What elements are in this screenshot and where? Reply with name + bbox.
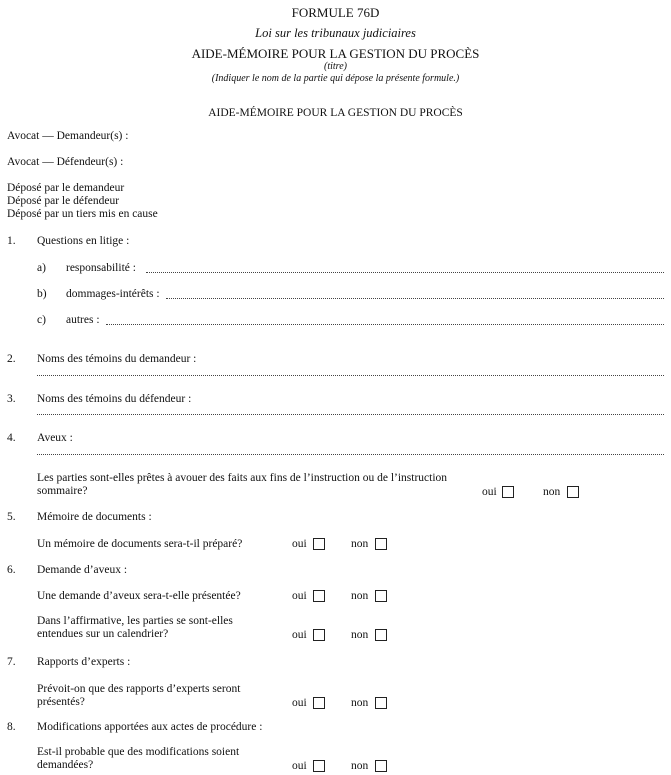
expert-reports-question-line1: Prévoit-on que des rapports d’experts seront [37, 683, 241, 695]
section-4-title: Aveux : [37, 432, 73, 444]
admissions-yes-label: oui [482, 486, 497, 498]
damages-field[interactable] [166, 298, 664, 299]
section-5-number: 5. [7, 511, 16, 523]
document-brief-question: Un mémoire de documents sera-t-il préparé? [37, 538, 243, 550]
section-3-number: 3. [7, 393, 16, 405]
defendant-counsel-label: Avocat — Défendeur(s) : [7, 156, 124, 168]
section-1-title: Questions en litige : [37, 235, 130, 247]
item-a-letter: a) [37, 262, 46, 274]
expert-reports-no-checkbox[interactable] [375, 697, 387, 709]
document-brief-yes-checkbox[interactable] [313, 538, 325, 550]
section-8-title: Modifications apportées aux actes de procédure : [37, 721, 263, 733]
schedule-yes-checkbox[interactable] [313, 629, 325, 641]
admission-request-no-checkbox[interactable] [375, 590, 387, 602]
admissions-question-line1: Les parties sont-elles prêtes à avouer des faits aux fins de l’instruction ou de l’instruction [37, 472, 448, 484]
amendments-yes-label: oui [292, 760, 307, 772]
admissions-field[interactable] [37, 454, 664, 455]
admissions-no-checkbox[interactable] [567, 486, 579, 498]
schedule-no-checkbox[interactable] [375, 629, 387, 641]
amendments-yes-checkbox[interactable] [313, 760, 325, 772]
admission-request-yes-checkbox[interactable] [313, 590, 325, 602]
plaintiff-witnesses-field[interactable] [37, 375, 664, 376]
section-6-title: Demande d’aveux : [37, 564, 128, 576]
filed-by-third-party: Déposé par un tiers mis en cause [7, 208, 158, 220]
amendments-question-line1: Est-il probable que des modifications soient [37, 746, 240, 758]
schedule-question-line2: entendues sur un calendrier? [37, 628, 169, 640]
admission-request-question: Une demande d’aveux sera-t-elle présentée? [37, 590, 241, 602]
section-5-title: Mémoire de documents : [37, 511, 152, 523]
amendments-no-checkbox[interactable] [375, 760, 387, 772]
title-note: (titre) [324, 61, 347, 72]
liability-label: responsabilité : [66, 262, 136, 274]
item-c-letter: c) [37, 314, 46, 326]
document-brief-yes-label: oui [292, 538, 307, 550]
damages-label: dommages-intérêts : [66, 288, 160, 300]
section-6-number: 6. [7, 564, 16, 576]
expert-reports-yes-label: oui [292, 697, 307, 709]
section-2-number: 2. [7, 353, 16, 365]
plaintiff-counsel-label: Avocat — Demandeur(s) : [7, 130, 129, 142]
schedule-no-label: non [351, 629, 369, 641]
expert-reports-yes-checkbox[interactable] [313, 697, 325, 709]
section-2-title: Noms des témoins du demandeur : [37, 353, 197, 365]
section-4-number: 4. [7, 432, 16, 444]
schedule-yes-label: oui [292, 629, 307, 641]
document-title: AIDE-MÉMOIRE POUR LA GESTION DU PROCÈS [191, 46, 480, 61]
other-field[interactable] [106, 324, 664, 325]
admission-request-yes-label: oui [292, 590, 307, 602]
amendments-no-label: non [351, 760, 369, 772]
admission-request-no-label: non [351, 590, 369, 602]
admissions-question-line2: sommaire? [37, 485, 88, 497]
filed-by-plaintiff: Déposé par le demandeur [7, 182, 125, 194]
item-b-letter: b) [37, 288, 47, 300]
expert-reports-question-line2: présentés? [37, 696, 85, 708]
amendments-question-line2: demandées? [37, 759, 94, 771]
party-instruction: (Indiquer le nom de la partie qui dépose la présente formule.) [211, 73, 460, 84]
filed-by-defendant: Déposé par le défendeur [7, 195, 120, 207]
section-7-number: 7. [7, 656, 16, 668]
form-number: FORMULE 76D [291, 5, 380, 20]
section-8-number: 8. [7, 721, 16, 733]
document-brief-no-label: non [351, 538, 369, 550]
defendant-witnesses-field[interactable] [37, 414, 664, 415]
section-3-title: Noms des témoins du défendeur : [37, 393, 192, 405]
section-7-title: Rapports d’experts : [37, 656, 131, 668]
admissions-yes-checkbox[interactable] [502, 486, 514, 498]
schedule-question-line1: Dans l’affirmative, les parties se sont-elles [37, 615, 233, 627]
liability-field[interactable] [146, 272, 664, 273]
section-1-number: 1. [7, 235, 16, 247]
section-heading: AIDE-MÉMOIRE POUR LA GESTION DU PROCÈS [208, 107, 463, 119]
expert-reports-no-label: non [351, 697, 369, 709]
other-label: autres : [66, 314, 100, 326]
law-title: Loi sur les tribunaux judiciaires [255, 26, 416, 40]
admissions-no-label: non [543, 486, 561, 498]
document-brief-no-checkbox[interactable] [375, 538, 387, 550]
